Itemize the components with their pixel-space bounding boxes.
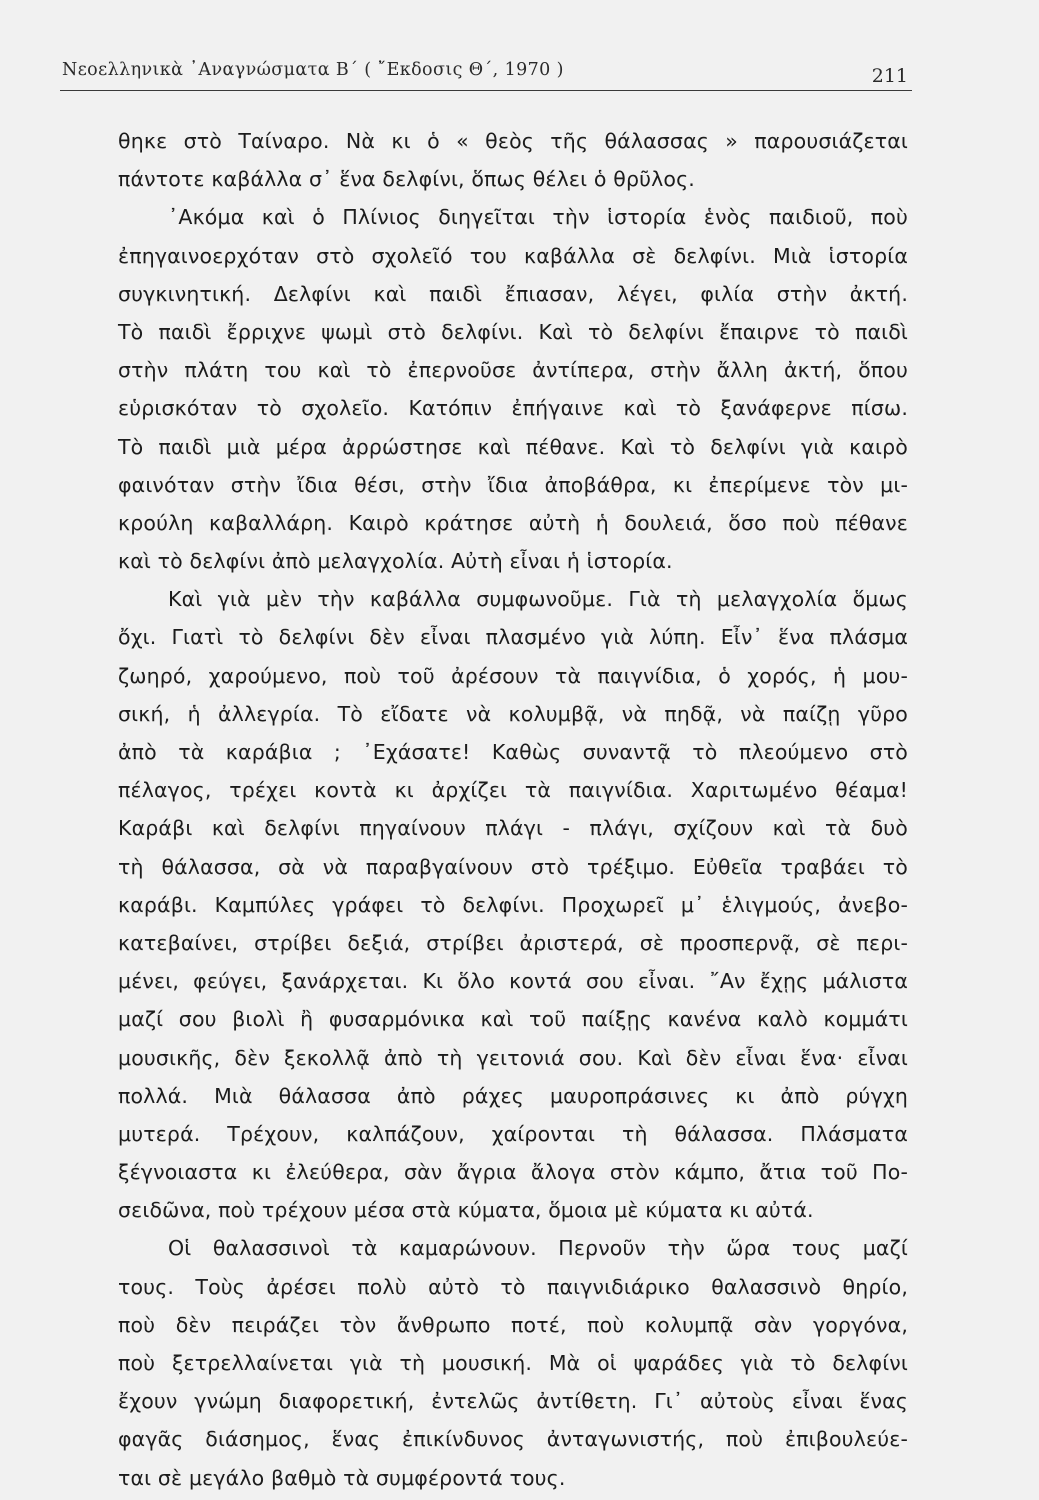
text-line: εὑρισκόταν τὸ σχολεῖο. Κατόπιν ἐπήγαινε καὶ τὸ ξανάφερνε πίσω.	[118, 396, 908, 421]
text-line: σειδῶνα, ποὺ τρέχουν μέσα στὰ κύματα, ὅμοια μὲ κύματα κι αὐτά.	[118, 1198, 814, 1223]
text-line: ἀπὸ τὰ καράβια ; ᾿Εχάσατε! Καθὼς συναντᾷ τὸ πλεούμενο στὸ	[118, 740, 908, 764]
text-line: ποὺ δὲν πειράζει τὸν ἄνθρωπο ποτέ, ποὺ κολυμπᾷ σὰν γοργόνα,	[118, 1312, 908, 1337]
text-line: μαζί σου βιολὶ ἢ φυσαρμόνικα καὶ τοῦ παίξῃς κανένα καλὸ κομμάτι	[118, 1007, 908, 1032]
page-number: 211	[871, 65, 908, 87]
text-line: ἔχουν γνώμη διαφορετική, ἐντελῶς ἀντίθετη. Γι᾿ αὐτοὺς εἶναι ἕνας	[118, 1389, 908, 1414]
text-line: μένει, φεύγει, ξανάρχεται. Κι ὅλο κοντά σου εἶναι. ῎Αν ἔχῃς μάλιστα	[118, 969, 908, 994]
text-line: ὄχι. Γιατὶ τὸ δελφίνι δὲν εἶναι πλασμένο γιὰ λύπη. Εἶν᾿ ἕνα πλάσμα	[118, 625, 908, 650]
text-line: καράβι. Καμπύλες γράφει τὸ δελφίνι. Προχωρεῖ μ᾿ ἑλιγμούς, ἀνεβο-	[118, 892, 908, 917]
text-line: στὴν πλάτη του καὶ τὸ ἐπερνοῦσε ἀντίπερα, στὴν ἄλλη ἀκτή, ὅπου	[118, 358, 908, 383]
running-header	[60, 50, 912, 91]
header-title: Νεοελληνικὰ ᾿Αναγνώσματα Β΄ ( ῎Εκδοσις Θ΄, 1970 )	[62, 60, 564, 80]
text-line: φαγᾶς διάσημος, ἕνας ἐπικίνδυνος ἀνταγωνιστής, ποὺ ἐπιβουλεύε-	[118, 1427, 908, 1452]
text-line: πάντοτε καβάλλα σ᾿ ἕνα δελφίνι, ὅπως θέλει ὁ θρῦλος.	[118, 167, 695, 192]
text-line: μουσικῆς, δὲν ξεκολλᾷ ἀπὸ τὴ γειτονιά σου. Καὶ δὲν εἶναι ἕνα· εἶναι	[118, 1045, 908, 1070]
text-line: ᾿Ακόμα καὶ ὁ Πλίνιος διηγεῖται τὴν ἱστορία ἑνὸς παιδιοῦ, ποὺ	[168, 205, 908, 230]
text-line: καὶ τὸ δελφίνι ἀπὸ μελαγχολία. Αὐτὴ εἶναι ἡ ἱστορία.	[118, 549, 673, 574]
text-line: πέλαγος, τρέχει κοντὰ κι ἀρχίζει τὰ παιγνίδια. Χαριτωμένο θέαμα!	[118, 778, 908, 803]
body-text	[118, 122, 908, 1497]
text-line: Τὸ παιδὶ ἔρριχνε ψωμὶ στὸ δελφίνι. Καὶ τὸ δελφίνι ἔπαιρνε τὸ παιδὶ	[118, 319, 908, 344]
text-line: κατεβαίνει, στρίβει δεξιά, στρίβει ἀριστερά, σὲ προσπερνᾷ, σὲ περι-	[118, 930, 908, 955]
text-line: Καράβι καὶ δελφίνι πηγαίνουν πλάγι - πλάγι, σχίζουν καὶ τὰ δυὸ	[118, 816, 908, 841]
text-line: κρούλη καβαλλάρη. Καιρὸ κράτησε αὐτὴ ἡ δουλειά, ὅσο ποὺ πέθανε	[118, 510, 908, 535]
text-line: ζωηρό, χαρούμενο, ποὺ τοῦ ἀρέσουν τὰ παιγνίδια, ὁ χορός, ἡ μου-	[118, 663, 908, 688]
text-line: ἐπηγαινοερχόταν στὸ σχολεῖό του καβάλλα σὲ δελφίνι. Μιὰ ἱστορία	[118, 243, 908, 268]
text-line: ξέγνοιαστα κι ἐλεύθερα, σὰν ἄγρια ἄλογα στὸν κάμπο, ἄτια τοῦ Πο-	[118, 1160, 908, 1185]
text-line: Καὶ γιὰ μὲν τὴν καβάλλα συμφωνοῦμε. Γιὰ τὴ μελαγχολία ὅμως	[168, 587, 908, 612]
text-line: Οἱ θαλασσινοὶ τὰ καμαρώνουν. Περνοῦν τὴν ὥρα τους μαζί	[168, 1236, 908, 1261]
text-line: θηκε στὸ Ταίναρο. Νὰ κι ὁ « θεὸς τῆς θάλασσας » παρουσιάζεται	[118, 129, 908, 153]
text-line: μυτερά. Τρέχουν, καλπάζουν, χαίρονται τὴ θάλασσα. Πλάσματα	[118, 1121, 908, 1146]
text-line: τὴ θάλασσα, σὰ νὰ παραβγαίνουν στὸ τρέξιμο. Εὐθεῖα τραβάει τὸ	[118, 854, 908, 879]
text-line: συγκινητική. Δελφίνι καὶ παιδὶ ἔπιασαν, λέγει, φιλία στὴν ἀκτή.	[118, 281, 908, 306]
text-line: σική, ἡ ἀλλεγρία. Τὸ εἴδατε νὰ κολυμβᾷ, νὰ πηδᾷ, νὰ παίζῃ γῦρο	[118, 701, 908, 726]
text-line: τους. Τοὺς ἀρέσει πολὺ αὐτὸ τὸ παιγνιδιάρικο θαλασσινὸ θηρίο,	[118, 1274, 908, 1299]
text-line: φαινόταν στὴν ἴδια θέσι, στὴν ἴδια ἀποβάθρα, κι ἐπερίμενε τὸν μι-	[118, 472, 908, 497]
text-line: ποὺ ξετρελλαίνεται γιὰ τὴ μουσική. Μὰ οἱ ψαράδες γιὰ τὸ δελφίνι	[118, 1351, 908, 1375]
text-line: Τὸ παιδὶ μιὰ μέρα ἀρρώστησε καὶ πέθανε. Καὶ τὸ δελφίνι γιὰ καιρὸ	[118, 434, 908, 459]
text-line: ται σὲ μεγάλο βαθμὸ τὰ συμφέροντά τους.	[118, 1465, 566, 1490]
text-line: πολλά. Μιὰ θάλασσα ἀπὸ ράχες μαυροπράσινες κι ἀπὸ ρύγχη	[118, 1083, 908, 1108]
